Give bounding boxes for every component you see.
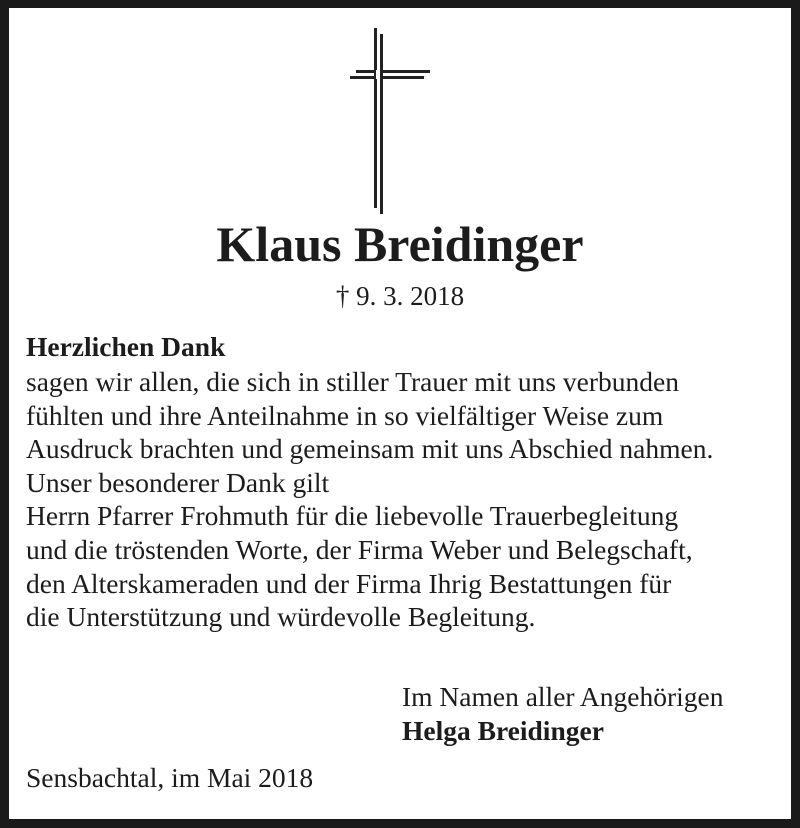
signature-name: Helga Breidinger — [402, 715, 604, 746]
cross-icon — [350, 26, 434, 216]
body-line: sagen wir allen, die sich in stiller Trauer mit uns verbunden — [26, 366, 680, 397]
body-line: und die tröstenden Worte, der Firma Weber und Belegschaft, — [26, 533, 693, 565]
signature-block — [402, 680, 724, 748]
body-line: Ausdruck brachten und gemeinsam mit uns Abschied nahmen. — [26, 433, 714, 465]
deceased-name: Klaus Breidinger — [216, 216, 584, 272]
signature-intro: Im Namen aller Angehörigen — [402, 681, 724, 712]
place-date: Sensbachtal, im Mai 2018 — [26, 762, 314, 793]
body-line: Herrn Pfarrer Frohmuth für die liebevolle Trauerbegleitung — [26, 500, 679, 532]
body-line: fühlten und ihre Anteilnahme in so vielfältiger Weise zum — [26, 399, 664, 431]
body-line: Unser besonderer Dank gilt — [26, 466, 330, 498]
body-line: den Alterskameraden und der Firma Ihrig Bestattungen für — [26, 567, 672, 599]
thanks-heading: Herzlichen Dank — [26, 331, 226, 362]
death-date: † 9. 3. 2018 — [335, 281, 465, 311]
thanks-body — [26, 365, 713, 634]
body-line: die Unterstützung und würdevolle Begleitung. — [26, 601, 536, 633]
